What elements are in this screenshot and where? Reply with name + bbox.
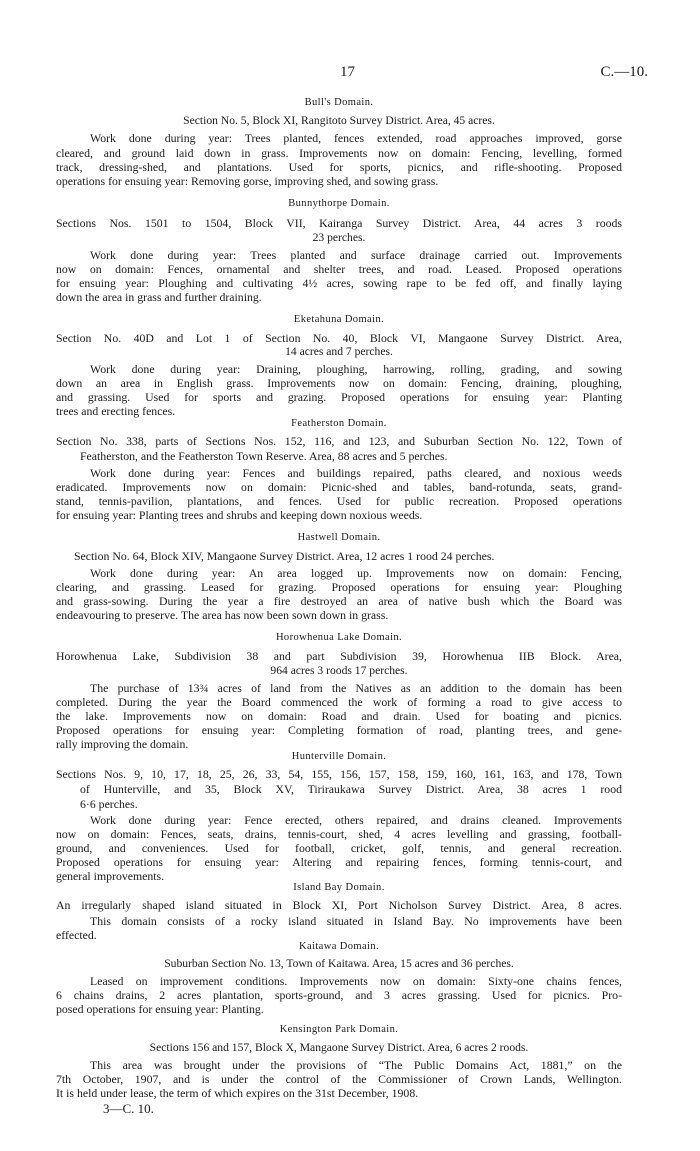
body-line: and grass-sowing. During the year a fire destroyed an area of native bush which the Board was	[56, 594, 622, 608]
section-subtitle: of Hunterville, and 35, Block XV, Tiriraukawa Survey District. Area, 38 acres 1 rood	[80, 782, 622, 796]
section-title-hunterville: Hunterville Domain.	[291, 751, 387, 762]
section-subtitle: Horowhenua Lake, Subdivision 38 and part Subdivision 39, Horowhenua IIB Block. Area,	[56, 649, 622, 663]
body-line: Work done during year: Trees planted and surface drainage carried out. Improvements	[90, 248, 622, 262]
section-subtitle: Section No. 40D and Lot 1 of Section No. 40, Block VI, Mangaone Survey District. Area,	[56, 331, 622, 345]
body-line: rally improving the domain.	[56, 737, 189, 751]
body-line: effected.	[56, 928, 97, 942]
section-subtitle: Sections 156 and 157, Block X, Mangaone Survey District. Area, 6 acres 2 roods.	[149, 1041, 529, 1054]
body-line: Work done during year: Fences and buildings repaired, paths cleared, and noxious weeds	[90, 466, 622, 480]
body-line: operations for ensuing year: Removing gorse, improving shed, and sowing grass.	[56, 174, 439, 188]
section-subtitle: Section No. 338, parts of Sections Nos. 152, 116, and 123, and Suburban Section No. 122, Town of	[56, 434, 622, 448]
page-signature: 3—C. 10.	[103, 1101, 154, 1116]
body-line: eradicated. Improvements now on domain: Picnic-shed and tables, band-rotunda, seats, grand-	[56, 480, 622, 494]
body-line: the lake. Improvements now on domain: Road and drain. Used for boating and picnics.	[56, 709, 622, 723]
body-line: cleared, and ground laid down in grass. Improvements now on domain: Fencing, levelling, formed	[56, 146, 622, 160]
section-title-eketahuna: Eketahuna Domain.	[293, 314, 385, 325]
document-reference: C.—10.	[600, 64, 648, 80]
body-line: now on domain: Fences, seats, drains, tennis-court, shed, 4 acres levelling and grassing, football-	[56, 827, 622, 841]
body-line: completed. During the year the Board commenced the work of forming a road to give access to	[56, 695, 622, 709]
section-title-bulls: Bull's Domain.	[304, 97, 374, 108]
section-subtitle: Section No. 64, Block XIV, Mangaone Survey District. Area, 12 acres 1 rood 24 perches.	[74, 549, 495, 563]
body-line: It is held under lease, the term of which expires on the 31st December, 1908.	[56, 1086, 419, 1100]
body-line: This domain consists of a rocky island situated in Island Bay. No improvements have been	[90, 914, 622, 928]
body-line: Proposed operations for ensuing year: Completing formation of road, planting trees, and gene-	[56, 723, 622, 737]
section-subtitle: 6·6 perches.	[80, 797, 138, 811]
body-line: Work done during year: Draining, ploughing, harrowing, rolling, grading, and sowing	[90, 362, 622, 376]
body-line: and grassing. Used for sports and grazing. Proposed operations for ensuing year: Planting	[56, 390, 622, 404]
section-title-kensington: Kensington Park Domain.	[279, 1024, 399, 1035]
section-title-hastwell: Hastwell Domain.	[297, 532, 381, 543]
section-subtitle: 14 acres and 7 perches.	[285, 345, 393, 358]
body-line: Work done during year: Fence erected, others repaired, and drains cleaned. Improvements	[90, 813, 622, 827]
body-line: for ensuing year: Ploughing and cultivating 4½ acres, sowing rape to be fed off, and finally laying	[56, 276, 622, 290]
section-subtitle: Sections Nos. 1501 to 1504, Block VII, Kairanga Survey District. Area, 44 acres 3 roods	[56, 216, 622, 230]
body-line: ground, and conveniences. Used for football, cricket, golf, tennis, and general recreation.	[56, 841, 622, 855]
body-line: Work done during year: An area logged up. Improvements now on domain: Fencing,	[90, 566, 622, 580]
body-line: 7th October, 1907, and is under the control of the Commissioner of Crown Lands, Wellington.	[56, 1072, 622, 1086]
page-number: 17	[340, 64, 355, 80]
body-line: endeavouring to preserve. The area has now been sown down in grass.	[56, 608, 389, 622]
body-line: This area was brought under the provisions of “The Public Domains Act, 1881,” on the	[90, 1058, 622, 1072]
body-line: down an area in English grass. Improvements now on domain: Fencing, draining, ploughing,	[56, 376, 622, 390]
body-line: The purchase of 13¾ acres of land from the Natives as an addition to the domain has been	[90, 681, 622, 695]
body-line: Work done during year: Trees planted, fences extended, road approaches improved, gorse	[90, 131, 622, 145]
section-subtitle: An irregularly shaped island situated in Block XI, Port Nicholson Survey District. Area, 8 acres.	[56, 898, 622, 912]
body-line: 6 chains drains, 2 acres plantation, sports-ground, and 3 acres grassing. Used for picnics. Pro-	[56, 988, 622, 1002]
body-line: general improvements.	[56, 869, 165, 883]
body-line: track, dressing-shed, and plantations. Used for sports, picnics, and rifle-shooting. Proposed	[56, 160, 622, 174]
section-title-island-bay: Island Bay Domain.	[293, 882, 385, 893]
section-title-kaitawa: Kaitawa Domain.	[298, 941, 380, 952]
section-subtitle: Suburban Section No. 13, Town of Kaitawa. Area, 15 acres and 36 perches.	[164, 957, 514, 970]
body-line: trees and erecting fences.	[56, 404, 176, 418]
body-line: for ensuing year: Planting trees and shrubs and keeping down noxious weeds.	[56, 508, 423, 522]
body-line: Leased on improvement conditions. Improvements now on domain: Sixty-one chains fences,	[90, 974, 622, 988]
section-subtitle: Featherston, and the Featherston Town Reserve. Area, 88 acres and 5 perches.	[80, 449, 448, 463]
body-line: posed operations for ensuing year: Planting.	[56, 1002, 264, 1016]
section-title-featherston: Featherston Domain.	[291, 418, 387, 429]
section-subtitle: 23 perches.	[312, 231, 366, 244]
body-line: down the area in grass and further draining.	[56, 290, 262, 304]
body-line: stand, tennis-pavilion, plantations, and fences. Used for public recreation. Proposed operations	[56, 494, 622, 508]
section-title-horowhenua: Horowhenua Lake Domain.	[275, 632, 403, 643]
section-title-bunnythorpe: Bunnythorpe Domain.	[288, 198, 390, 209]
section-subtitle: 964 acres 3 roods 17 perches.	[270, 664, 408, 677]
section-subtitle: Sections Nos. 9, 10, 17, 18, 25, 26, 33, 54, 155, 156, 157, 158, 159, 160, 161, 163, and 178, Town	[56, 767, 622, 781]
section-subtitle: Section No. 5, Block XI, Rangitoto Survey District. Area, 45 acres.	[183, 114, 495, 127]
body-line: Proposed operations for ensuing year: Altering and repairing fences, forming tennis-court, and	[56, 855, 622, 869]
body-line: now on domain: Fences, ornamental and shelter trees, and road. Leased. Proposed operations	[56, 262, 622, 276]
body-line: clearing, and grassing. Leased for grazing. Proposed operations for ensuing year: Ploughing	[56, 580, 622, 594]
